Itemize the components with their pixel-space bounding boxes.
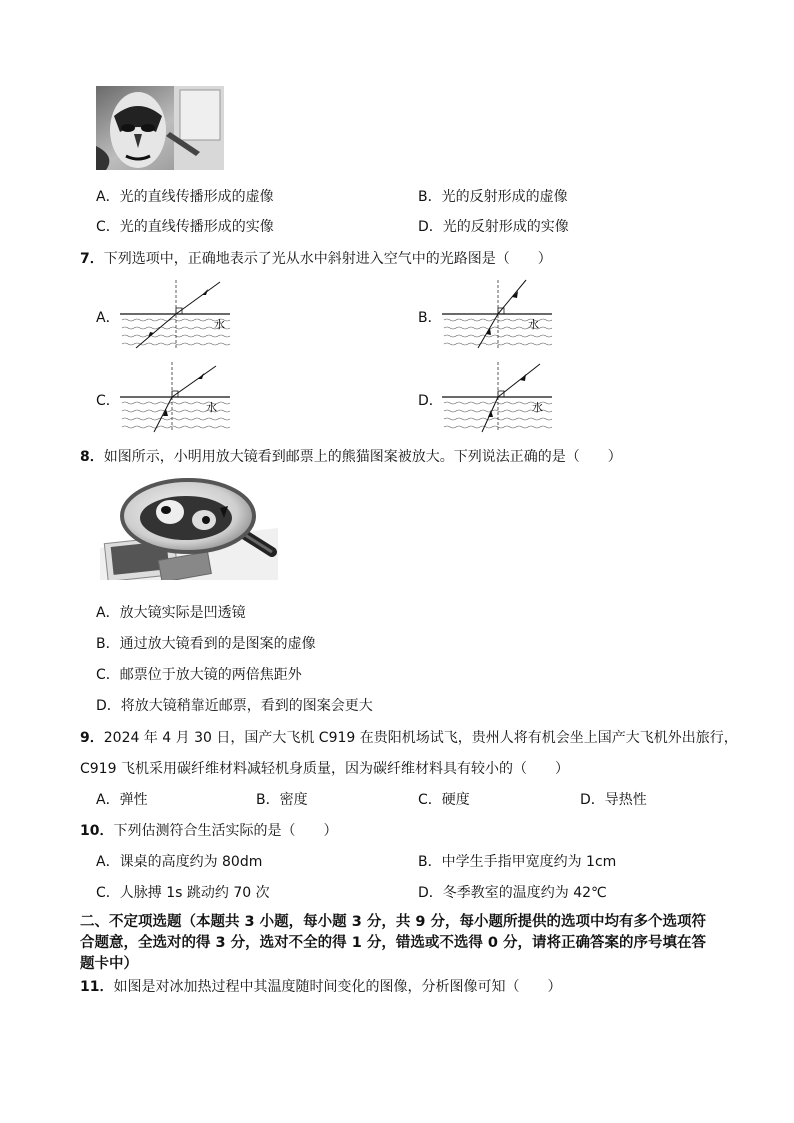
option-a-label[interactable]: A． (96, 310, 120, 326)
question-number: 8． (80, 449, 104, 465)
option-d[interactable]: D．光的反射形成的实像 (418, 219, 569, 235)
water-label: 水 (206, 401, 217, 414)
section-heading-line-1: 二、不定项选题（本题共 3 小题，每小题 3 分，共 9 分，每小题所提供的选项中均有多个选项符 (80, 914, 707, 930)
question-7 (80, 248, 552, 268)
option-c-label[interactable]: C． (96, 393, 120, 409)
option-d[interactable]: D．将放大镜稍靠近邮票，看到的图案会更大 (96, 698, 373, 714)
magnifier-stamp-photo (100, 478, 278, 580)
question-8 (80, 446, 622, 466)
question-9 (80, 727, 738, 747)
water-label: 水 (532, 401, 543, 414)
question-stem: 2024 年 4 月 30 日，国产大飞机 C919 在贵阳机场试飞，贵州人将有机会坐上国产大飞机外出旅行， (103, 730, 738, 746)
option-d[interactable]: D．导热性 (580, 792, 647, 808)
option-b[interactable]: B．中学生手指甲宽度约为 1cm (418, 854, 617, 870)
question-number: 11． (80, 979, 114, 995)
option-c[interactable]: C．人脉搏 1s 跳动约 70 次 (96, 885, 270, 901)
optics-diagram-b[interactable] (442, 278, 558, 352)
optics-diagram-d[interactable] (442, 360, 558, 434)
option-b[interactable]: B．通过放大镜看到的是图案的虚像 (96, 636, 316, 652)
question-stem: 下列选项中，正确地表示了光从水中斜射进入空气中的光路图是（ ） (103, 251, 552, 267)
question-stem-continued: C919 飞机采用碳纤维材料减轻机身质量，因为碳纤维材料具有较小的（ ） (80, 761, 569, 777)
question-number: 7． (80, 251, 104, 267)
option-d-label[interactable]: D． (418, 393, 443, 409)
option-a[interactable]: A．课桌的高度约为 80dm (96, 854, 263, 870)
option-a[interactable]: A．弹性 (96, 792, 148, 808)
option-b-label[interactable]: B． (418, 310, 442, 326)
section-heading-line-2: 合题意，全选对的得 3 分，选对不全的得 1 分，错选或不选得 0 分，请将正确答案的序号填在答 (80, 935, 707, 951)
question-number: 10． (80, 823, 114, 839)
optics-diagram-a[interactable] (120, 278, 236, 352)
question-11 (80, 976, 561, 996)
optics-diagram-c[interactable] (120, 360, 236, 434)
option-c[interactable]: C．邮票位于放大镜的两倍焦距外 (96, 667, 302, 683)
opera-mask-photo (96, 86, 224, 170)
question-10 (80, 820, 337, 840)
section-heading-line-3: 题卡中） (80, 956, 138, 972)
question-stem: 如图所示，小明用放大镜看到邮票上的熊猫图案被放大。下列说法正确的是（ ） (103, 449, 622, 465)
option-c[interactable]: C．硬度 (418, 792, 470, 808)
water-label: 水 (528, 318, 539, 331)
water-label: 水 (214, 318, 225, 331)
option-c[interactable]: C．光的直线传播形成的实像 (96, 219, 274, 235)
option-a[interactable]: A．光的直线传播形成的虚像 (96, 189, 274, 205)
option-a[interactable]: A．放大镜实际是凹透镜 (96, 605, 246, 621)
option-b[interactable]: B．光的反射形成的虚像 (418, 189, 568, 205)
option-d[interactable]: D．冬季教室的温度约为 42℃ (418, 885, 607, 901)
question-number: 9． (80, 730, 104, 746)
question-stem: 下列估测符合生活实际的是（ ） (113, 823, 338, 839)
option-b[interactable]: B．密度 (256, 792, 308, 808)
question-stem: 如图是对冰加热过程中其温度随时间变化的图像，分析图像可知（ ） (113, 979, 562, 995)
